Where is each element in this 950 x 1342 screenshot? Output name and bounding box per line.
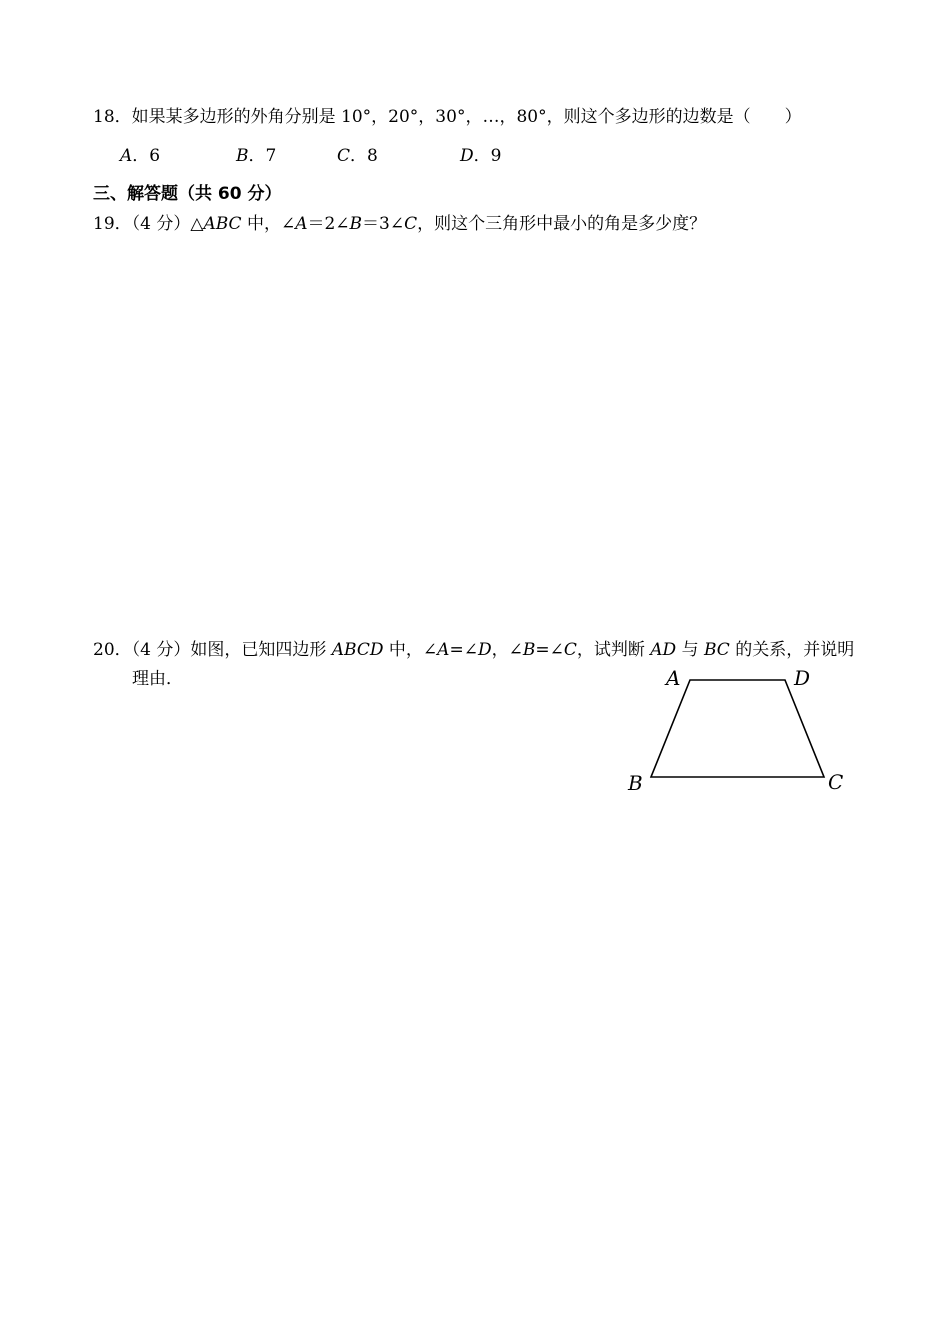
segment-ad: AD bbox=[650, 640, 677, 660]
trapezoid-figure bbox=[618, 662, 858, 802]
question-20-score: （4 分） bbox=[131, 640, 191, 660]
option-b-value: ．7 bbox=[248, 146, 277, 166]
question-19-text-1: 中，∠ bbox=[241, 214, 296, 234]
question-19-number: 19． bbox=[93, 214, 132, 234]
question-20-number: 20． bbox=[93, 640, 132, 660]
angle-d: D bbox=[477, 640, 492, 660]
trapezoid-svg bbox=[618, 662, 858, 802]
question-20-stem bbox=[93, 639, 854, 661]
option-a-value: ．6 bbox=[132, 146, 161, 166]
quadrilateral-name: ABCD bbox=[331, 640, 384, 660]
question-20-stem-line-2: 理由． bbox=[132, 669, 183, 689]
option-d-value: ．9 bbox=[473, 146, 502, 166]
question-20-text-2: 中，∠ bbox=[383, 640, 438, 660]
vertex-label-c: C bbox=[828, 770, 844, 794]
triangle-symbol: △ bbox=[190, 214, 204, 234]
trapezoid-outline bbox=[651, 680, 824, 777]
question-19-score: （4 分） bbox=[131, 214, 191, 234]
option-a bbox=[120, 145, 160, 167]
question-18-text: 如果某多边形的外角分别是 10°，20°，30°，…，80°，则这个多边形的边数是（ ） bbox=[131, 107, 802, 127]
vertex-label-d: D bbox=[794, 666, 811, 690]
question-19-stem bbox=[93, 213, 706, 235]
question-20-text-7: 与 bbox=[676, 640, 704, 660]
angle-c: C bbox=[404, 214, 418, 234]
question-18-number: 18． bbox=[93, 107, 132, 127]
question-20-text-5: =∠ bbox=[535, 640, 564, 660]
question-19-text-4: ，则这个三角形中最小的角是多少度？ bbox=[417, 214, 707, 234]
segment-bc: BC bbox=[704, 640, 730, 660]
angle-b: B bbox=[349, 214, 363, 234]
question-20-text-3: =∠ bbox=[449, 640, 478, 660]
angle-a: A bbox=[437, 640, 450, 660]
angle-c: C bbox=[563, 640, 577, 660]
vertex-label-a: A bbox=[666, 666, 681, 690]
question-20-text-6: ，试判断 bbox=[576, 640, 651, 660]
option-c-letter: C bbox=[337, 146, 351, 166]
section-heading: 三、解答题（共 60 分） bbox=[93, 184, 282, 204]
question-19-text-3: ＝3∠ bbox=[362, 214, 405, 234]
option-d-letter: D bbox=[460, 146, 474, 166]
option-a-letter: A bbox=[120, 146, 133, 166]
option-c-value: ．8 bbox=[350, 146, 378, 166]
angle-a: A bbox=[295, 214, 308, 234]
option-c bbox=[337, 145, 378, 167]
vertex-label-b: B bbox=[628, 771, 643, 795]
question-19-text-2: ＝2∠ bbox=[307, 214, 350, 234]
option-b-letter: B bbox=[236, 146, 249, 166]
option-b bbox=[236, 145, 276, 167]
question-20-text-4: ，∠ bbox=[491, 640, 523, 660]
option-d bbox=[460, 145, 501, 167]
question-18-stem bbox=[93, 106, 802, 128]
triangle-name: ABC bbox=[203, 214, 242, 234]
question-20-text-8: 的关系，并说明 bbox=[729, 640, 855, 660]
angle-b: B bbox=[522, 640, 536, 660]
question-20-text-1: 如图，已知四边形 bbox=[190, 640, 332, 660]
